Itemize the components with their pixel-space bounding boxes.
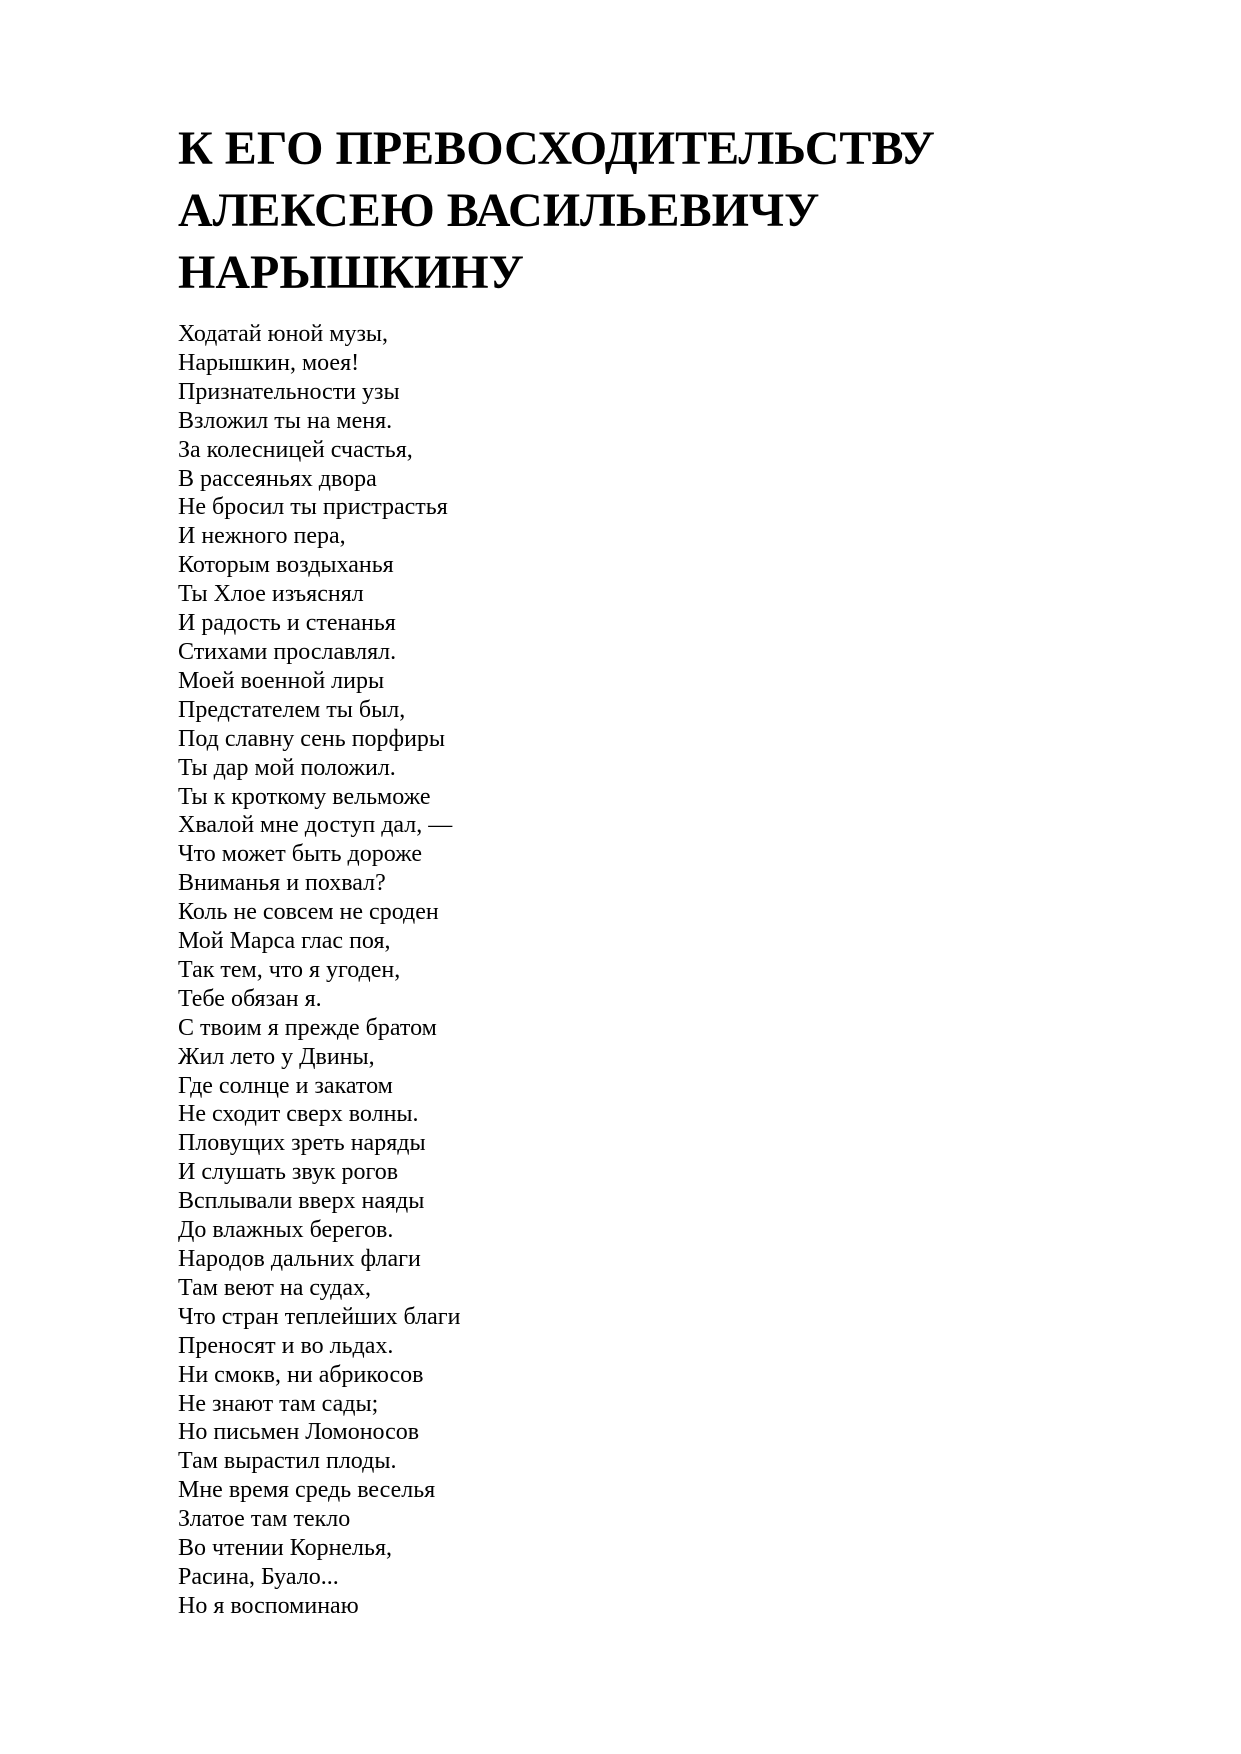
poem-line: Там вырастил плоды. [178, 1448, 397, 1475]
poem-line: Преносят и во льдах. [178, 1332, 394, 1359]
poem-line: Не бросил ты пристрастья [178, 494, 448, 521]
poem-line: Ты Хлое изъяснял [178, 581, 364, 608]
poem-line: Признательности узы [178, 378, 400, 405]
poem-line: Расина, Буало... [178, 1563, 339, 1590]
poem-line: Взложил ты на меня. [178, 407, 393, 434]
title-line: АЛЕКСЕЮ ВАСИЛЬЕВИЧУ [178, 184, 820, 237]
poem-line: Которым воздыханья [178, 552, 394, 579]
poem-line: Коль не совсем не сроден [178, 899, 439, 926]
poem-line: Тебе обязан я. [178, 985, 322, 1012]
poem-line: Пловущих зреть наряды [178, 1130, 426, 1157]
poem-line: С твоим я прежде братом [178, 1014, 437, 1041]
poem-line: Вниманья и похвал? [178, 870, 386, 897]
poem-line: Но я воспоминаю [178, 1592, 359, 1619]
poem-line: И слушать звук рогов [178, 1159, 399, 1186]
poem-line: Хвалой мне доступ дал, — [178, 812, 453, 839]
poem-line: Во чтении Корнелья, [178, 1535, 393, 1562]
poem-line: Жил лето у Двины, [178, 1043, 375, 1070]
poem-line: Ты к кроткому вельможе [178, 783, 431, 810]
poem-line: Ходатай юной музы, [178, 321, 389, 347]
poem-line: Златое там текло [178, 1506, 351, 1533]
poem-line: Ты дар мой положил. [178, 754, 396, 781]
poem-line: Мне время средь веселья [178, 1477, 436, 1504]
poem-line: Что стран теплейших благи [178, 1303, 461, 1330]
poem-line: Предстателем ты был, [178, 696, 406, 723]
poem-line: Не сходит сверх волны. [178, 1101, 419, 1128]
poem-line: Ни смокв, ни абрикосов [178, 1361, 424, 1388]
poem-line: Не знают там сады; [178, 1390, 379, 1417]
title-line: НАРЫШКИНУ [178, 246, 524, 299]
poem-line: Мой Марса глас поя, [178, 928, 391, 955]
poem-line: Там веют на судах, [178, 1274, 372, 1301]
poem-line: До влажных берегов. [178, 1217, 394, 1244]
poem-line: Стихами прославлял. [178, 638, 397, 665]
poem-line: И нежного пера, [178, 523, 346, 550]
poem-line: Но письмен Ломоносов [178, 1419, 420, 1446]
poem-line: Что может быть дороже [178, 841, 423, 868]
poem-line: И радость и стенанья [178, 610, 396, 637]
title-line: К ЕГО ПРЕВОСХОДИТЕЛЬСТВУ [178, 122, 935, 175]
poem-line: Под славну сень порфиры [178, 725, 446, 752]
poem-line: Моей военной лиры [178, 667, 385, 694]
poem-line: Где солнце и закатом [178, 1072, 393, 1099]
poem-line: Так тем, что я угоден, [178, 956, 401, 983]
poem-body [178, 320, 460, 1621]
poem-line: Нарышкин, моея! [178, 349, 360, 376]
poem-line: В рассеяньях двора [178, 465, 377, 492]
poem-line: Народов дальних флаги [178, 1246, 421, 1272]
document-title [178, 118, 935, 304]
poem-line: За колесницей счастья, [178, 436, 413, 463]
poem-line: Всплывали вверх наяды [178, 1188, 425, 1215]
